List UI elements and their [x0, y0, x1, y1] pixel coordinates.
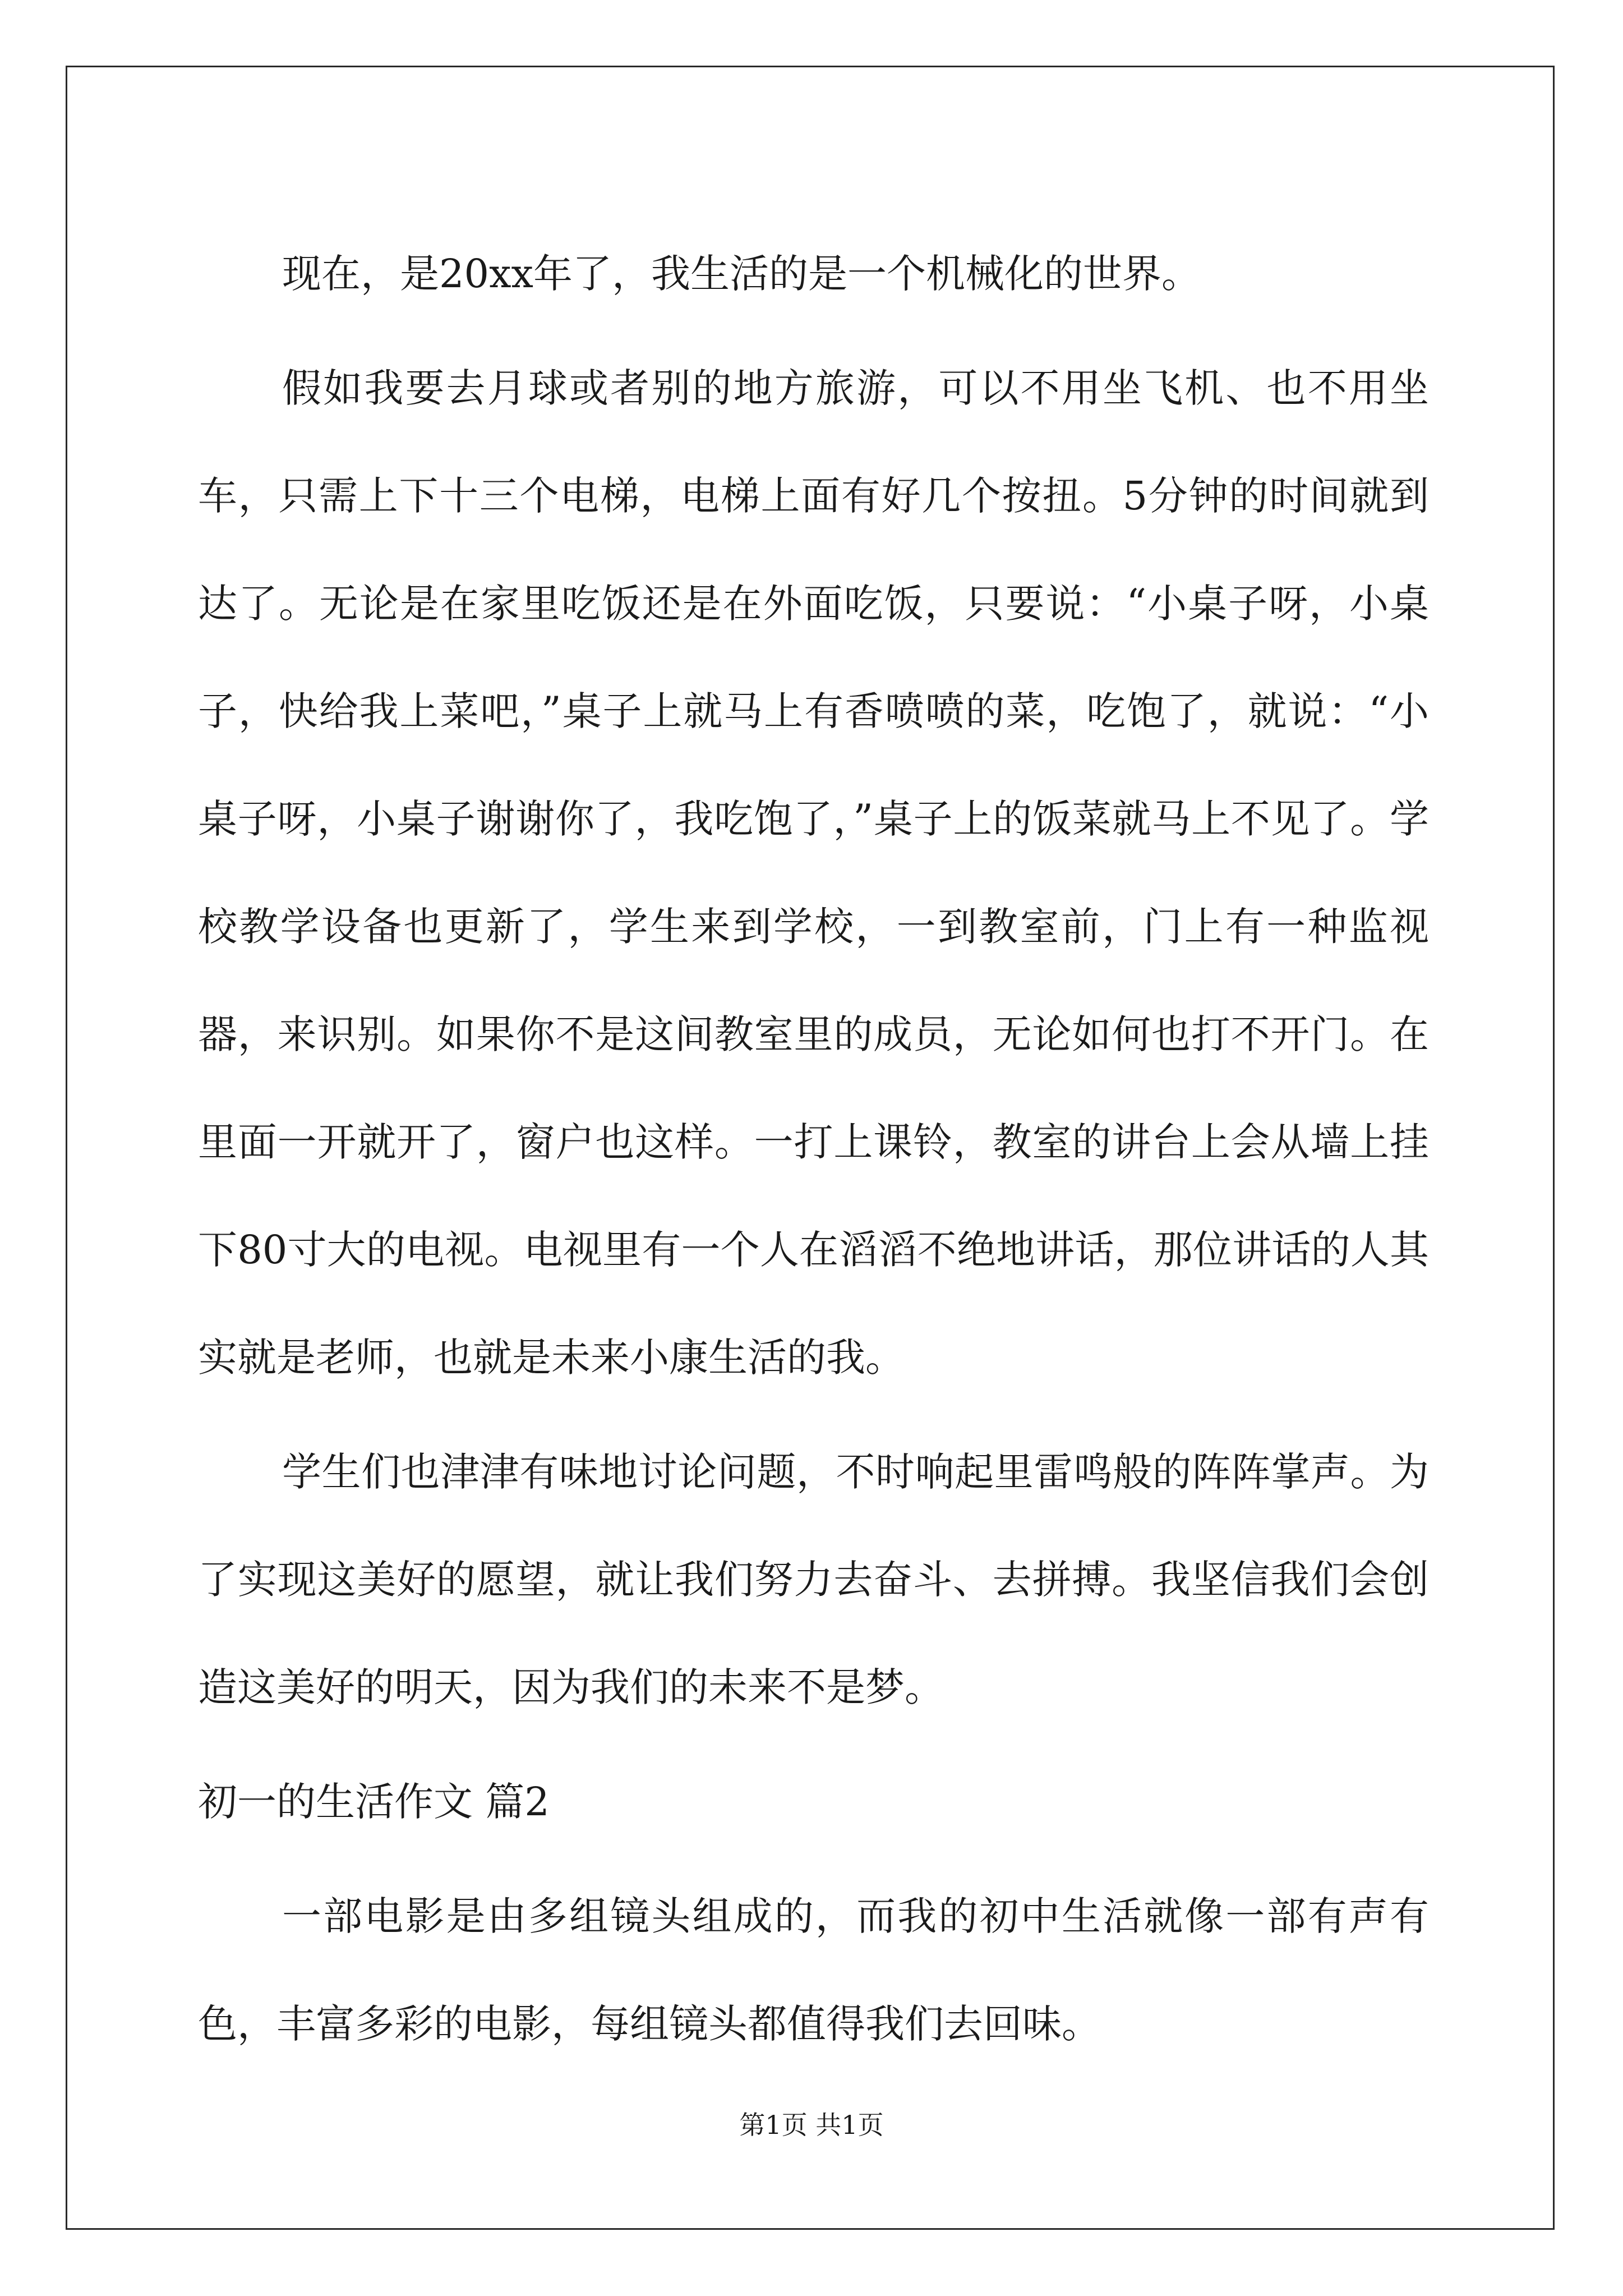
- document-body: [198, 220, 1429, 2085]
- section-heading: 初一的生活作文 篇2: [198, 1779, 550, 1825]
- page-footer: 第1页 共1页: [739, 2110, 884, 2140]
- paragraph: 一部电影是由多组镜头组成的，而我的初中生活就像一部有声有色，丰富多彩的电影，每组镜头都值得我们去回味。: [198, 1893, 1429, 2047]
- paragraph: 现在，是20xx年了，我生活的是一个机械化的世界。: [282, 251, 1201, 297]
- paragraph: 学生们也津津有味地讨论问题，不时响起里雷鸣般的阵阵掌声。为了实现这美好的愿望，就让我们努力去奋斗、去拼搏。我坚信我们会创造这美好的明天，因为我们的未来不是梦。: [198, 1449, 1429, 1710]
- paragraph: 假如我要去月球或者别的地方旅游，可以不用坐飞机、也不用坐车，只需上下十三个电梯，电梯上面有好几个按扭。5分钟的时间就到达了。无论是在家里吃饭还是在外面吃饭，只要说：“小桌子呀，小桌子，快给我上菜吧，”桌子上就马上有香喷喷的菜，吃饱了，就说：“小桌子呀，小桌子谢谢你了，我吃饱了，”桌子上的饭菜就马上不见了。学校教学设备也更新了，学生来到学校，一到教室前，门上有一种监视器，来识别。如果你不是这间教室里的成员，无论如何也打不开门。在里面一开就开了，窗户也这样。一打上课铃，教室的讲台上会从墙上挂下80寸大的电视。电视里有一个人在滔滔不绝地讲话，那位讲话的人其实就是老师，也就是未来小康生活的我。: [198, 365, 1429, 1381]
